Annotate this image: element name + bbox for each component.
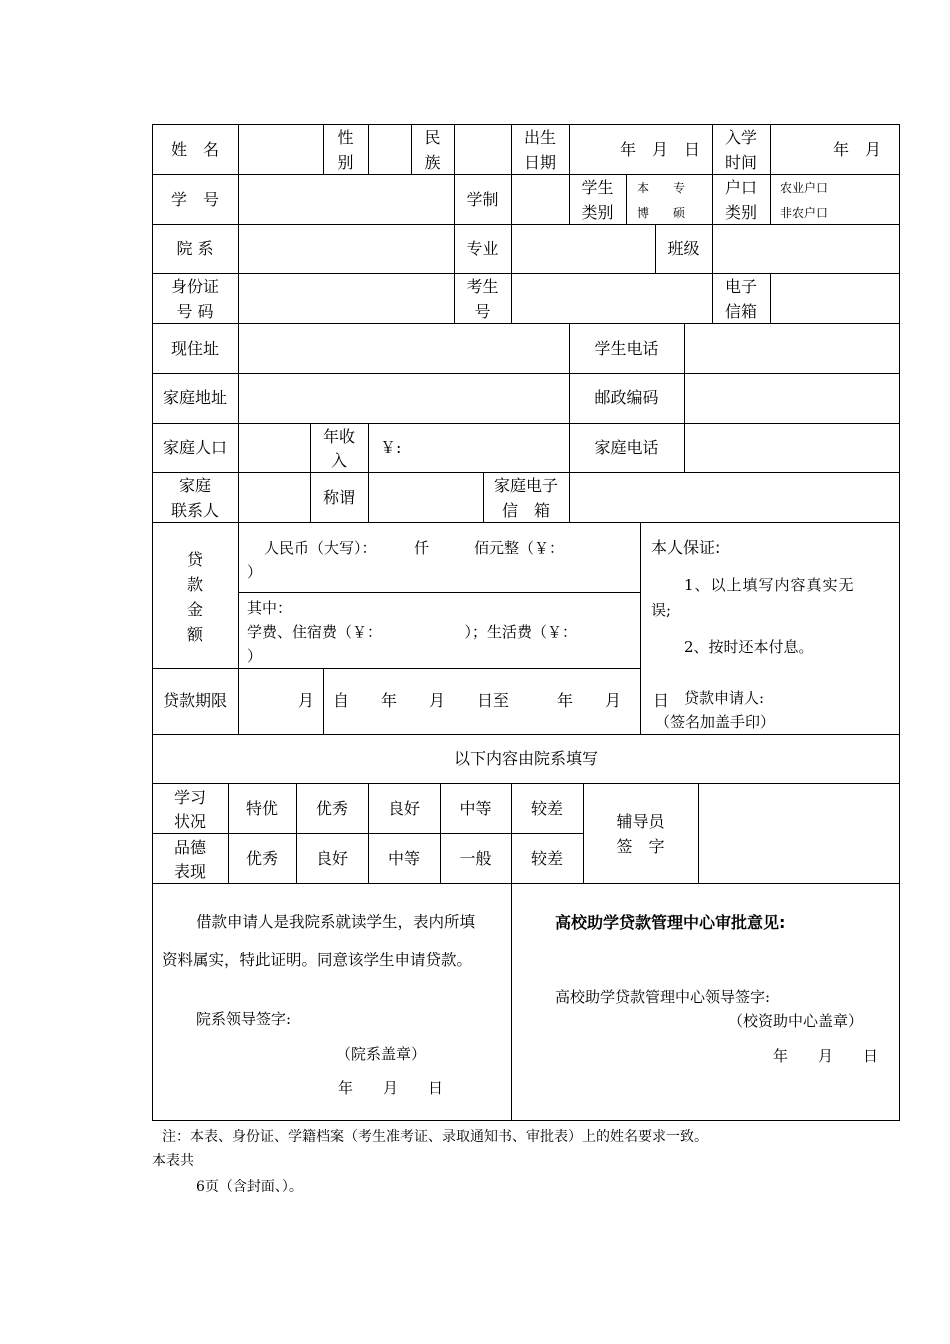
loan-term-months: 月: [298, 691, 315, 710]
col-divider: [238, 273, 239, 323]
loan-amount-text: 人民币（大写）： 仟 佰元整（￥：: [264, 539, 565, 557]
col-divider: [368, 472, 369, 522]
postcode-label: 邮政编码: [594, 388, 659, 407]
enroll-time-label: 时间: [724, 153, 757, 172]
loan-amount-label: 款: [186, 575, 203, 594]
home-email-label: 信 箱: [501, 501, 550, 520]
col-divider: [368, 423, 369, 472]
col-divider: [238, 522, 239, 734]
department-label: 院 系: [176, 239, 214, 258]
conduct-option: 良好: [315, 849, 348, 868]
col-divider: [684, 423, 685, 472]
col-divider: [511, 174, 512, 224]
student-id-label: 学 号: [170, 190, 219, 209]
col-divider: [569, 124, 570, 174]
col-divider: [684, 323, 685, 423]
conduct-option: 中等: [387, 849, 420, 868]
col-divider: [569, 472, 570, 522]
enroll-time-label: 入学: [724, 128, 757, 147]
id-number-label: 号 码: [176, 302, 214, 321]
schooling-label: 学制: [466, 190, 499, 209]
col-divider: [238, 472, 239, 522]
birth-date-value: 年 月 日: [620, 140, 701, 159]
hukou-option: 农业户口: [780, 181, 829, 195]
col-divider: [238, 423, 239, 472]
exam-number-label: 号: [474, 302, 491, 321]
conduct-option: 优秀: [245, 849, 278, 868]
center-approval-title: 高校助学贷款管理中心审批意见:: [555, 913, 786, 932]
table-border-right: [899, 124, 900, 1121]
student-phone-label: 学生电话: [594, 339, 659, 358]
footer-page-count: 6页（含封面、）。: [196, 1179, 303, 1195]
name-label: 姓 名: [170, 140, 219, 159]
row-divider: [152, 668, 640, 669]
gender-label: 别: [337, 153, 354, 172]
col-divider: [323, 668, 324, 734]
department-certification: 资料属实，特此证明。同意该学生申请贷款。: [162, 951, 473, 969]
home-address-label: 家庭地址: [162, 388, 227, 407]
sign-note: （签名加盖手印）: [655, 713, 776, 731]
row-divider: [238, 592, 640, 593]
class-label: 班级: [667, 239, 700, 258]
col-divider: [511, 224, 512, 273]
center-leader-sign: 高校助学贷款管理中心领导签字:: [555, 988, 771, 1006]
guarantee-item: 误;: [651, 601, 672, 619]
row-divider: [152, 423, 900, 424]
ethnicity-label: 民: [424, 128, 441, 147]
study-option: 中等: [459, 799, 492, 818]
row-divider: [152, 472, 900, 473]
student-type-label: 类别: [581, 203, 614, 222]
birth-date-label: 出生: [523, 128, 556, 147]
relation-label: 称谓: [322, 488, 355, 507]
loan-amount-label: 贷: [186, 550, 203, 569]
family-size-label: 家庭人口: [162, 438, 227, 457]
home-email-label: 家庭电子: [493, 476, 558, 495]
col-divider: [770, 174, 771, 224]
col-divider: [770, 124, 771, 174]
loan-amount-text: ）: [247, 563, 263, 581]
guarantee-item: 1、以上填写内容真实无: [684, 576, 855, 594]
email-label: 信箱: [724, 302, 757, 321]
footer-page-count: 本表共: [152, 1153, 194, 1169]
col-divider: [511, 273, 512, 323]
annual-income-value: ￥:: [380, 438, 402, 457]
ethnicity-label: 族: [424, 153, 441, 172]
footer-note: 注：本表、身份证、学籍档案（考生准考证、录取通知书、审批表）上的姓名要求一致。: [162, 1129, 708, 1145]
gender-label: 性: [337, 128, 354, 147]
counselor-sign-label: 辅导员: [616, 812, 665, 831]
loan-amount-label: 额: [186, 625, 203, 644]
major-label: 专业: [466, 239, 499, 258]
loan-breakdown-text: 其中：: [247, 599, 293, 617]
student-type-label: 学生: [581, 178, 614, 197]
department-leader-sign: 院系领导签字:: [196, 1010, 292, 1028]
col-divider: [368, 124, 369, 174]
center-stamp: （校资助中心盖章）: [728, 1012, 864, 1030]
col-divider: [712, 224, 713, 273]
study-status-label: 状况: [173, 812, 206, 831]
student-type-option: 本 专: [637, 181, 686, 195]
current-address-label: 现住址: [170, 339, 219, 358]
hukou-option: 非农户口: [780, 206, 829, 220]
study-option: 良好: [387, 799, 420, 818]
enroll-time-value: 年 月: [833, 140, 882, 159]
row-divider: [152, 273, 900, 274]
guarantee-title: 本人保证:: [651, 538, 721, 557]
row-divider: [152, 783, 900, 784]
table-border-bottom: [152, 1120, 900, 1121]
conduct-label: 品德: [173, 838, 206, 857]
loan-term-label: 贷款期限: [162, 691, 227, 710]
applicant-sign-label: 贷款申请人:: [684, 689, 765, 707]
loan-breakdown-text: 学费、住宿费（￥： ）；生活费（￥：: [247, 623, 578, 641]
study-status-label: 学习: [173, 788, 206, 807]
conduct-option: 一般: [459, 849, 492, 868]
loan-term-range: 自 年 月 日至 年 月 日: [333, 691, 670, 710]
col-divider: [238, 124, 239, 174]
home-phone-label: 家庭电话: [594, 438, 659, 457]
col-divider: [238, 174, 239, 224]
study-option: 较差: [530, 799, 563, 818]
study-option: 特优: [245, 799, 278, 818]
department-stamp: （院系盖章）: [336, 1045, 427, 1063]
hukou-type-label: 户口: [724, 178, 757, 197]
department-certification: 借款申请人是我院系就读学生，表内所填: [196, 913, 476, 931]
department-section-title: 以下内容由院系填写: [453, 749, 598, 768]
col-divider: [770, 273, 771, 323]
col-divider: [698, 783, 699, 883]
email-label: 电子: [724, 277, 757, 296]
row-divider: [152, 883, 900, 884]
col-divider: [626, 174, 627, 224]
row-divider: [152, 734, 900, 735]
exam-number-label: 考生: [466, 277, 499, 296]
hukou-type-label: 类别: [724, 203, 757, 222]
table-border-top: [152, 124, 900, 125]
birth-date-label: 日期: [523, 153, 556, 172]
conduct-option: 较差: [530, 849, 563, 868]
counselor-sign-label: 签 字: [616, 837, 665, 856]
annual-income-label: 入: [330, 451, 347, 470]
conduct-label: 表现: [173, 862, 206, 881]
family-contact-label: 家庭: [178, 476, 211, 495]
family-contact-label: 联系人: [170, 501, 219, 520]
study-option: 优秀: [315, 799, 348, 818]
col-divider: [511, 883, 512, 1120]
annual-income-label: 年收: [322, 427, 355, 446]
col-divider: [238, 224, 239, 273]
row-divider: [152, 373, 900, 374]
row-divider: [152, 323, 900, 324]
col-divider: [454, 124, 455, 174]
loan-amount-label: 金: [186, 600, 203, 619]
id-number-label: 身份证: [170, 277, 219, 296]
loan-breakdown-text: ）: [247, 647, 263, 665]
department-date: 年 月 日: [338, 1079, 444, 1097]
guarantee-item: 2、按时还本付息。: [684, 638, 814, 656]
center-date: 年 月 日: [773, 1047, 879, 1065]
col-divider: [238, 323, 239, 423]
student-type-option: 博 硕: [637, 206, 686, 220]
